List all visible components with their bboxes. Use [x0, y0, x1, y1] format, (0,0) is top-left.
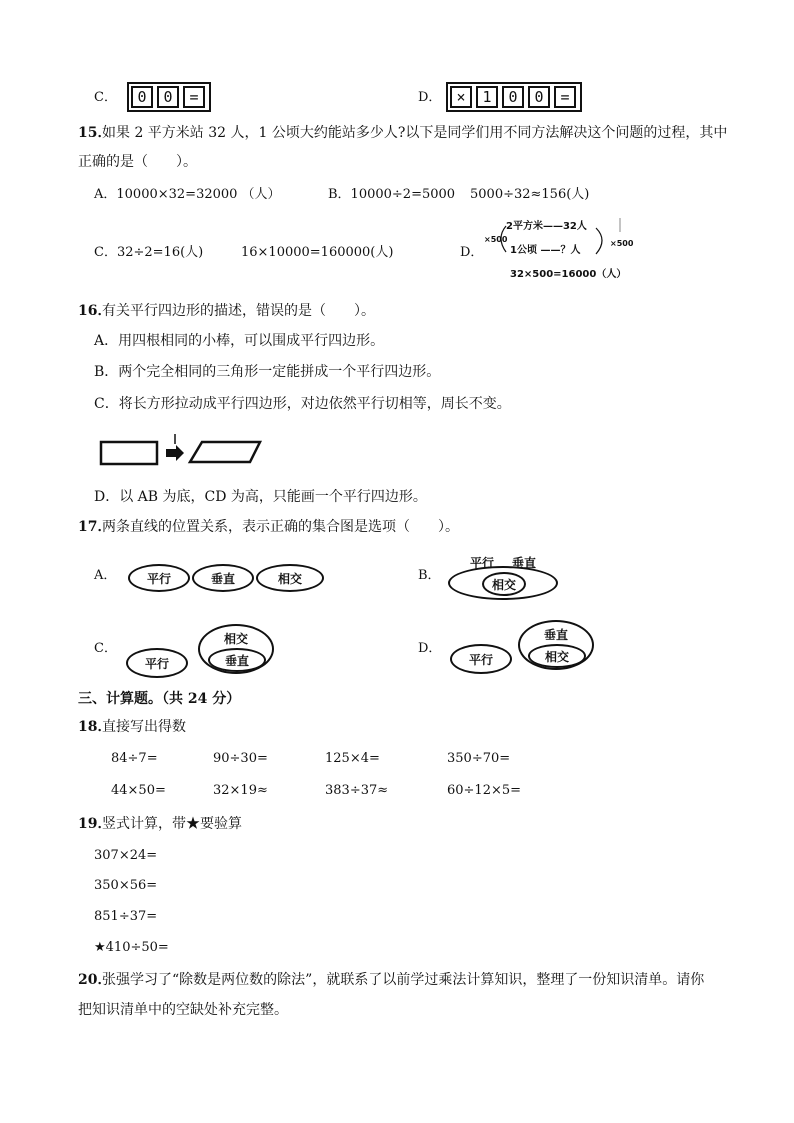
q19-stem: 竖式计算，带★要验算 [102, 816, 242, 832]
q16-option-a: A．用四根相同的小棒，可以围成平行四边形。 [94, 333, 385, 349]
q18-item: 60÷12×5= [447, 783, 522, 798]
q17-option-c-nested [198, 624, 278, 678]
q19-item: 851÷37= [94, 909, 158, 924]
diagram-arrows [484, 218, 630, 284]
q14-option-d-keys [446, 82, 582, 112]
inner-set-intersecting: 相交 [482, 572, 526, 596]
q17-option-b-diagram [448, 552, 560, 602]
q16-option-c: C．将长方形拉动成平行四边形，对边依然平行切相等，周长不变。 [94, 396, 511, 412]
outer-set-intersecting: 相交 [198, 624, 274, 674]
q19-item: 350×56= [94, 878, 158, 893]
set-parallel: 平行 [128, 564, 190, 592]
q17-number: 17． [78, 519, 112, 535]
diagram-row-hectare: 1公顷 ——？人 [510, 245, 581, 256]
q17-option-a-label: A． [94, 568, 117, 583]
section-title: 三、计算题。（共 24 分） [78, 691, 241, 707]
q16-rectangle-to-parallelogram-figure [98, 432, 268, 472]
q17-option-c-label: C． [94, 641, 117, 656]
key-1: 1 [476, 86, 498, 108]
key-0: 0 [157, 86, 179, 108]
q16-stem: 有关平行四边形的描述，错误的是（ ）。 [102, 303, 375, 319]
diagram-left-multiplier: ×500 [484, 235, 508, 244]
q15-option-d-label: D． [460, 245, 484, 260]
q15-option-b-step1: B．10000÷2=5000 [328, 187, 456, 202]
set-intersecting: 相交 [256, 564, 324, 592]
diagram-row-area: 2平方米——32人 [506, 221, 587, 232]
key-equals: = [183, 86, 205, 108]
inner-set-intersecting: 相交 [528, 644, 586, 668]
key-0: 0 [131, 86, 153, 108]
q15-stem-line1: 如果 2 平方米站 32 人，1 公顷大约能站多少人?以下是同学们用不同方法解决这个问题的过程，其中 [102, 125, 728, 141]
q20-number: 20． [78, 972, 112, 988]
q19-item-star: ★410÷50= [94, 940, 169, 955]
q15-option-a: A．10000×32=32000 （人） [94, 187, 281, 202]
q15-stem-line2: 正确的是（ ）。 [78, 154, 197, 170]
q18-item: 84÷7= [111, 751, 158, 766]
q18-item: 125×4= [325, 751, 380, 766]
q15-option-c-step1: C．32÷2=16(人) [94, 245, 204, 260]
q17-option-d-label: D． [418, 641, 442, 656]
q19-number: 19． [78, 816, 112, 832]
outer-label-perpendicular: 垂直 [512, 556, 537, 570]
q18-item: 90÷30= [213, 751, 268, 766]
set-parallel: 平行 [126, 648, 188, 678]
q16-option-b: B．两个完全相同的三角形一定能拼成一个平行四边形。 [94, 364, 441, 380]
q14-option-d-label: D． [418, 90, 442, 105]
q17-option-d-nested [518, 620, 598, 674]
outer-set-perpendicular: 垂直 [518, 620, 594, 670]
q17-option-b-label: B． [418, 568, 441, 583]
q20-stem-line1: 张强学习了“除数是两位数的除法”，就联系了以前学过乘法计算知识，整理了一份知识清单。请你 [102, 972, 705, 988]
q20-stem-line2: 把知识清单中的空缺处补充完整。 [78, 1002, 288, 1018]
q16-number: 16． [78, 303, 112, 319]
q15-option-b-step2: 5000÷32≈156(人) [470, 187, 590, 202]
q16-option-d: D．以 AB 为底，CD 为高，只能画一个平行四边形。 [94, 489, 427, 505]
key-equals: = [554, 86, 576, 108]
diagram-row-result: 32×500=16000（人） [510, 269, 627, 280]
q18-item: 350÷70= [447, 751, 511, 766]
diagram-right-multiplier: ×500 [610, 239, 634, 248]
q15-option-d-diagram [484, 218, 634, 284]
q14-option-c-keys [127, 82, 211, 112]
key-times: × [450, 86, 472, 108]
inner-set-perpendicular: 垂直 [208, 648, 266, 672]
q14-option-c-label: C． [94, 90, 117, 105]
q18-item: 44×50= [111, 783, 166, 798]
q18-stem: 直接写出得数 [102, 719, 186, 735]
set-parallel: 平行 [450, 644, 512, 674]
q19-item: 307×24= [94, 848, 158, 863]
set-perpendicular: 垂直 [192, 564, 254, 592]
q18-number: 18． [78, 719, 112, 735]
q15-number: 15． [78, 125, 112, 141]
q18-item: 32×19≈ [213, 783, 268, 798]
q17-stem: 两条直线的位置关系，表示正确的集合图是选项（ ）。 [102, 519, 459, 535]
q15-option-c-step2: 16×10000=160000(人) [241, 245, 394, 260]
key-0: 0 [528, 86, 550, 108]
outer-label-parallel: 平行 [470, 556, 495, 570]
key-0: 0 [502, 86, 524, 108]
q18-item: 383÷37≈ [325, 783, 389, 798]
